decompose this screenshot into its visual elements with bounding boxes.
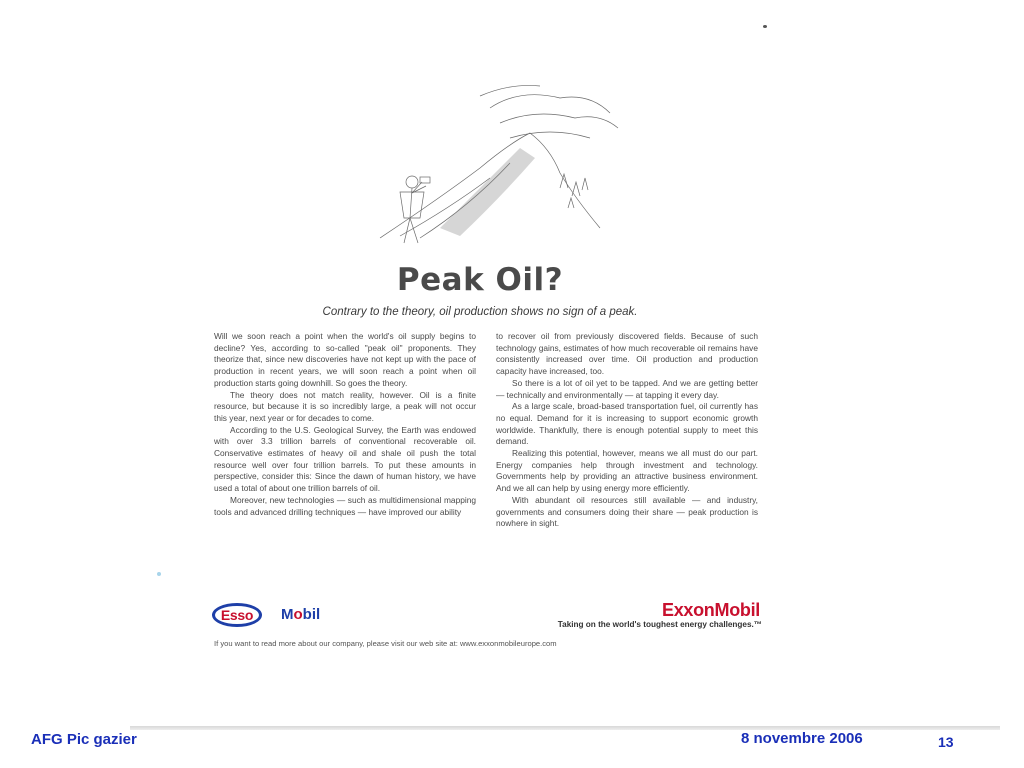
mobil-logo: Mobil — [281, 606, 321, 623]
body-paragraph: to recover oil from previously discovered fields. Because of such technology gains, estimates of how much recoverable oil remains have consistently increased over time. Oil production and production capacity have increased, too. — [496, 331, 758, 377]
man-with-binoculars-illustration — [360, 78, 620, 256]
body-paragraph: Moreover, new technologies — such as multidimensional mapping tools and advanced drilling techniques — have improved our ability — [214, 494, 476, 517]
esso-logo-text: Esso — [220, 607, 254, 623]
ad-footnote: If you want to read more about our company, please visit our web site at: www.exxonmobileurope.com — [214, 639, 557, 648]
exxonmobil-logo: ExxonMobil — [661, 600, 760, 620]
body-paragraph: Realizing this potential, however, means we all must do our part. Energy companies help through investment and technology. Governments help by providing an attractive business environment. And we all can help by using energy more efficiently. — [496, 448, 758, 494]
ad-body-left-column — [214, 331, 476, 518]
body-paragraph: So there is a lot of oil yet to be tapped. And we are getting better — technically and environmentally — at tapping it every day. — [496, 377, 758, 400]
scan-speck — [157, 572, 161, 576]
exxonmobil-tagline: Taking on the world's toughest energy challenges.™ — [557, 620, 762, 629]
ad-subhead: Contrary to the theory, oil production shows no sign of a peak. — [322, 306, 638, 318]
scan-speck — [763, 25, 767, 28]
footer-presentation-title: AFG Pic gazier — [31, 731, 137, 748]
body-paragraph: According to the U.S. Geological Survey, the Earth was endowed with over 3.3 trillion barrels of conventional recoverable oil. Conservative estimates of heavy oil and shale oil push the total resource well over four trillion barrels. To put these amounts in perspective, consider this: Since the dawn of human history, we have used a total of about one trillion barrels of oil. — [214, 424, 476, 494]
body-paragraph: With abundant oil resources still available — and industry, governments and consumers doing their share — peak production is nowhere in sight. — [496, 494, 758, 529]
ad-headline: Peak Oil? — [396, 262, 564, 298]
body-paragraph: As a large scale, broad-based transportation fuel, oil currently has no equal. Demand for it is increasing to support economic growth worldwide. Thankfully, there is enough potential supply to meet this demand. — [496, 401, 758, 447]
esso-logo — [212, 603, 262, 627]
footer-divider — [130, 726, 1000, 730]
ad-body-right-column — [496, 331, 758, 530]
body-paragraph: The theory does not match reality, however. Oil is a finite resource, but because it is so incredibly large, a peak will not occur this year, next year or for decades to come. — [214, 389, 476, 423]
footer-date: 8 novembre 2006 — [741, 730, 863, 747]
footer-page-number: 13 — [938, 734, 954, 750]
body-paragraph: Will we soon reach a point when the world's oil supply begins to decline? Yes, according to so-called "peak oil" proponents. They theorize that, since new discoveries have not kept up with the pace of production in recent years, we will soon reach a point when oil production starts going downhill. So goes the theory. — [214, 331, 476, 388]
